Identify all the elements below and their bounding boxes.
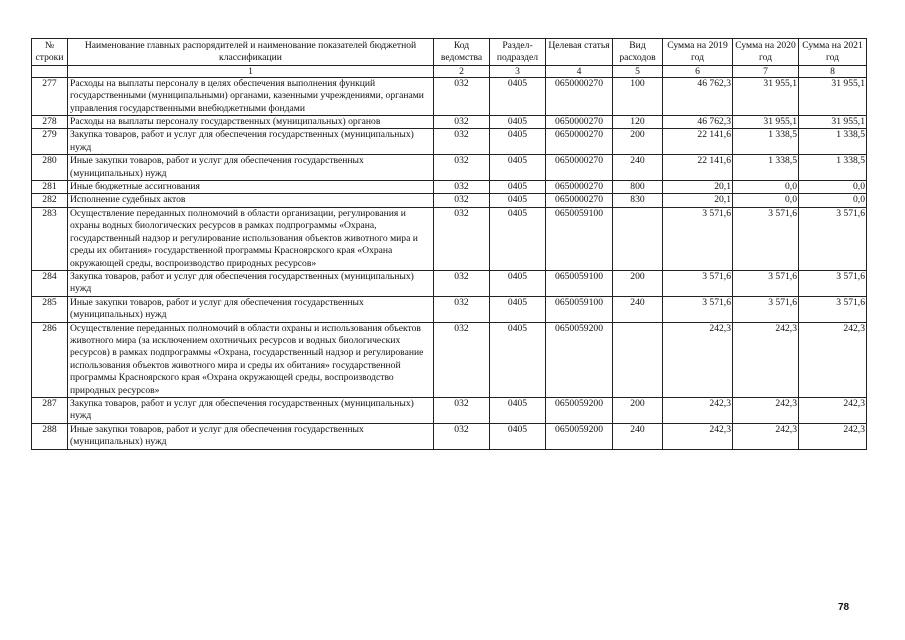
sum-2019-cell: 3 571,6 xyxy=(663,270,733,296)
section-cell: 0405 xyxy=(490,155,546,181)
table-row xyxy=(32,155,867,181)
department-code-cell: 032 xyxy=(434,194,490,207)
sum-2019-cell: 20,1 xyxy=(663,194,733,207)
target-article-cell: 0650000270 xyxy=(546,155,613,181)
row-name-cell: Закупка товаров, работ и услуг для обеспечения государственных (муниципальных) нужд xyxy=(68,129,434,155)
table-row xyxy=(32,296,867,322)
target-article-cell: 0650059200 xyxy=(546,322,613,397)
expense-kind-cell: 800 xyxy=(613,181,663,194)
target-article-cell: 0650000270 xyxy=(546,181,613,194)
sum-2020-cell: 242,3 xyxy=(733,322,799,397)
expense-kind-cell: 240 xyxy=(613,296,663,322)
target-article-cell: 0650000270 xyxy=(546,194,613,207)
expense-kind-cell: 830 xyxy=(613,194,663,207)
table-row xyxy=(32,181,867,194)
sum-2021-cell: 0,0 xyxy=(799,181,867,194)
expense-kind-cell: 200 xyxy=(613,270,663,296)
expense-kind-cell: 100 xyxy=(613,77,663,115)
sum-2020-cell: 0,0 xyxy=(733,181,799,194)
sum-2021-cell: 3 571,6 xyxy=(799,296,867,322)
row-number-cell: 288 xyxy=(32,423,68,449)
row-name-cell: Исполнение судебных актов xyxy=(68,194,434,207)
row-number-cell: 285 xyxy=(32,296,68,322)
expense-kind-cell: 200 xyxy=(613,129,663,155)
section-cell: 0405 xyxy=(490,322,546,397)
target-article-cell: 0650000270 xyxy=(546,116,613,129)
column-number-cell: 2 xyxy=(434,65,490,77)
table-row xyxy=(32,194,867,207)
table-header-row xyxy=(32,39,867,66)
sum-2021-cell: 31 955,1 xyxy=(799,116,867,129)
row-name-cell: Осуществление переданных полномочий в области охраны и использования объектов животного мира (за исключением охотничьих ресурсов и водных биологических ресурсов) в рамках подпрограммы «Охрана, государственный надзор и регулирование использования объектов животного мира и среды их обитания» государственной программы Красноярского края «Охрана окружающей среды, воспроизводство природных ресурсов» xyxy=(68,322,434,397)
row-number-cell: 283 xyxy=(32,207,68,270)
row-number-cell: 286 xyxy=(32,322,68,397)
table-row xyxy=(32,207,867,270)
header-expense-kind: Вид расходов xyxy=(613,39,663,66)
table-row xyxy=(32,423,867,449)
row-name-cell: Расходы на выплаты персоналу в целях обеспечения выполнения функций государственными (муниципальными) органами, казенными учреждениями, органами управления государственными внебюджетными фондами xyxy=(68,77,434,115)
row-number-cell: 279 xyxy=(32,129,68,155)
table-row xyxy=(32,77,867,115)
section-cell: 0405 xyxy=(490,181,546,194)
department-code-cell: 032 xyxy=(434,181,490,194)
row-number-cell: 277 xyxy=(32,77,68,115)
sum-2021-cell: 242,3 xyxy=(799,397,867,423)
expense-kind-cell: 240 xyxy=(613,423,663,449)
table-row xyxy=(32,322,867,397)
header-name: Наименование главных распорядителей и наименование показателей бюджетной классификации xyxy=(68,39,434,66)
column-number-cell xyxy=(32,65,68,77)
section-cell: 0405 xyxy=(490,129,546,155)
section-cell: 0405 xyxy=(490,423,546,449)
sum-2020-cell: 1 338,5 xyxy=(733,155,799,181)
sum-2021-cell: 242,3 xyxy=(799,423,867,449)
table-row xyxy=(32,129,867,155)
target-article-cell: 0650000270 xyxy=(546,129,613,155)
column-number-cell: 7 xyxy=(733,65,799,77)
section-cell: 0405 xyxy=(490,194,546,207)
row-name-cell: Иные закупки товаров, работ и услуг для обеспечения государственных (муниципальных) нужд xyxy=(68,423,434,449)
sum-2021-cell: 31 955,1 xyxy=(799,77,867,115)
department-code-cell: 032 xyxy=(434,77,490,115)
row-number-cell: 287 xyxy=(32,397,68,423)
header-sum-2021: Сумма на 2021 год xyxy=(799,39,867,66)
expense-kind-cell: 200 xyxy=(613,397,663,423)
header-department-code: Код ведомства xyxy=(434,39,490,66)
sum-2020-cell: 0,0 xyxy=(733,194,799,207)
row-name-cell: Закупка товаров, работ и услуг для обеспечения государственных (муниципальных) нужд xyxy=(68,397,434,423)
department-code-cell: 032 xyxy=(434,296,490,322)
department-code-cell: 032 xyxy=(434,155,490,181)
department-code-cell: 032 xyxy=(434,207,490,270)
department-code-cell: 032 xyxy=(434,322,490,397)
row-name-cell: Закупка товаров, работ и услуг для обеспечения государственных (муниципальных) нужд xyxy=(68,270,434,296)
table-row xyxy=(32,270,867,296)
table-row xyxy=(32,116,867,129)
header-sum-2020: Сумма на 2020 год xyxy=(733,39,799,66)
page-number: 78 xyxy=(838,602,850,613)
target-article-cell: 0650059100 xyxy=(546,270,613,296)
sum-2021-cell: 242,3 xyxy=(799,322,867,397)
column-number-cell: 5 xyxy=(613,65,663,77)
department-code-cell: 032 xyxy=(434,129,490,155)
header-section: Раздел-подраздел xyxy=(490,39,546,66)
section-cell: 0405 xyxy=(490,207,546,270)
sum-2019-cell: 22 141,6 xyxy=(663,155,733,181)
sum-2020-cell: 3 571,6 xyxy=(733,270,799,296)
sum-2021-cell: 1 338,5 xyxy=(799,155,867,181)
target-article-cell: 0650000270 xyxy=(546,77,613,115)
budget-table xyxy=(31,38,867,450)
sum-2020-cell: 1 338,5 xyxy=(733,129,799,155)
expense-kind-cell xyxy=(613,207,663,270)
sum-2021-cell: 1 338,5 xyxy=(799,129,867,155)
sum-2020-cell: 31 955,1 xyxy=(733,116,799,129)
department-code-cell: 032 xyxy=(434,116,490,129)
sum-2019-cell: 242,3 xyxy=(663,397,733,423)
column-number-cell: 8 xyxy=(799,65,867,77)
target-article-cell: 0650059200 xyxy=(546,423,613,449)
header-target-article: Целевая статья xyxy=(546,39,613,66)
section-cell: 0405 xyxy=(490,77,546,115)
section-cell: 0405 xyxy=(490,270,546,296)
column-number-cell: 4 xyxy=(546,65,613,77)
sum-2020-cell: 242,3 xyxy=(733,397,799,423)
column-number-cell: 3 xyxy=(490,65,546,77)
sum-2019-cell: 3 571,6 xyxy=(663,207,733,270)
sum-2020-cell: 3 571,6 xyxy=(733,296,799,322)
sum-2019-cell: 46 762,3 xyxy=(663,77,733,115)
sum-2021-cell: 3 571,6 xyxy=(799,270,867,296)
sum-2019-cell: 3 571,6 xyxy=(663,296,733,322)
department-code-cell: 032 xyxy=(434,397,490,423)
row-name-cell: Иные закупки товаров, работ и услуг для обеспечения государственных (муниципальных) нужд xyxy=(68,155,434,181)
target-article-cell: 0650059200 xyxy=(546,397,613,423)
row-number-cell: 280 xyxy=(32,155,68,181)
sum-2021-cell: 0,0 xyxy=(799,194,867,207)
expense-kind-cell: 240 xyxy=(613,155,663,181)
row-name-cell: Расходы на выплаты персоналу государственных (муниципальных) органов xyxy=(68,116,434,129)
sum-2019-cell: 242,3 xyxy=(663,322,733,397)
column-number-cell: 1 xyxy=(68,65,434,77)
target-article-cell: 0650059100 xyxy=(546,296,613,322)
department-code-cell: 032 xyxy=(434,423,490,449)
department-code-cell: 032 xyxy=(434,270,490,296)
sum-2020-cell: 242,3 xyxy=(733,423,799,449)
row-name-cell: Иные бюджетные ассигнования xyxy=(68,181,434,194)
sum-2020-cell: 31 955,1 xyxy=(733,77,799,115)
row-name-cell: Осуществление переданных полномочий в области организации, регулирования и охраны водных биологических ресурсов в рамках подпрограммы «Охрана, государственный надзор и регулирование использования объектов животного мира и среды их обитания» государственной программы Красноярского края «Охрана окружающей среды, воспроизводство природных ресурсов» xyxy=(68,207,434,270)
expense-kind-cell: 120 xyxy=(613,116,663,129)
row-number-cell: 278 xyxy=(32,116,68,129)
sum-2019-cell: 46 762,3 xyxy=(663,116,733,129)
sum-2019-cell: 22 141,6 xyxy=(663,129,733,155)
section-cell: 0405 xyxy=(490,116,546,129)
row-name-cell: Иные закупки товаров, работ и услуг для обеспечения государственных (муниципальных) нужд xyxy=(68,296,434,322)
section-cell: 0405 xyxy=(490,397,546,423)
sum-2020-cell: 3 571,6 xyxy=(733,207,799,270)
expense-kind-cell xyxy=(613,322,663,397)
header-sum-2019: Сумма на 2019 год xyxy=(663,39,733,66)
column-number-cell: 6 xyxy=(663,65,733,77)
budget-sheet xyxy=(31,38,866,450)
sum-2019-cell: 242,3 xyxy=(663,423,733,449)
target-article-cell: 0650059100 xyxy=(546,207,613,270)
header-row-number: № строки xyxy=(32,39,68,66)
sum-2019-cell: 20,1 xyxy=(663,181,733,194)
section-cell: 0405 xyxy=(490,296,546,322)
sum-2021-cell: 3 571,6 xyxy=(799,207,867,270)
row-number-cell: 282 xyxy=(32,194,68,207)
table-row xyxy=(32,397,867,423)
row-number-cell: 281 xyxy=(32,181,68,194)
row-number-cell: 284 xyxy=(32,270,68,296)
column-number-row xyxy=(32,65,867,77)
